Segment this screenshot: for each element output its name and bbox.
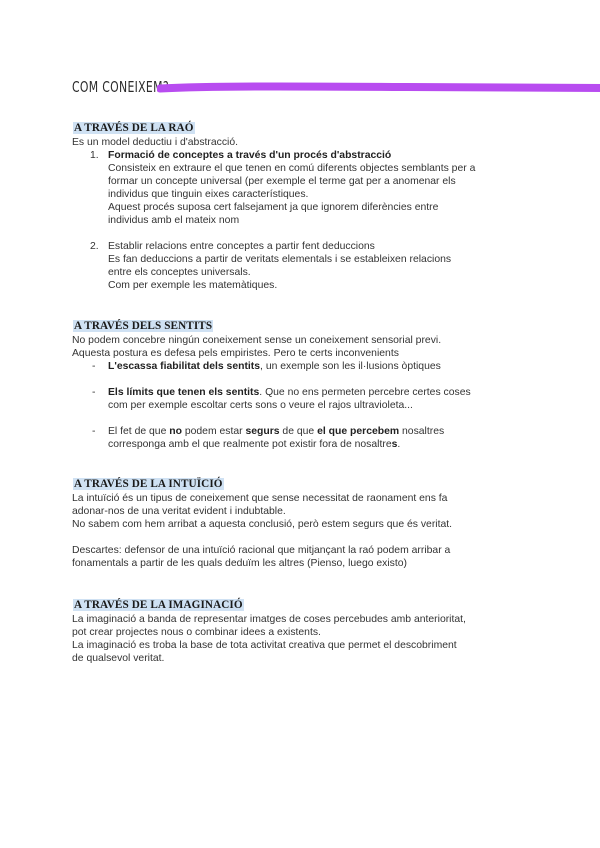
title-row (72, 76, 532, 104)
imaginacio-line: La imaginació a banda de representar imatges de coses percebudes amb anterioritat, (72, 614, 466, 625)
rao-intro: Es un model deductiu i d'abstracció. (72, 137, 239, 148)
rao-item1-line: formar un concepte universal (per exemple el terme gat per a anomenar els (108, 176, 456, 187)
intuicio-descartes: Descartes: defensor de una intuïció racional que mitjançant la raó podem arribar a (72, 545, 451, 556)
rao-item1-line: individus amb el mateix nom (108, 215, 240, 226)
rao-item2-line: Es fan deduccions a partir de veritats elementals i se estableixen relacions (108, 254, 452, 265)
sentits-intro: No podem concebre ningún coneixement sense un coneixement sensorial previ. (72, 335, 442, 346)
bullet-dash: - (92, 387, 96, 398)
rao-item1-line: Consisteix en extraure el que tenen en comú diferents objectes semblants per a (108, 163, 476, 174)
rao-item1-number: 1. (90, 150, 99, 161)
imaginacio-line: La imaginació es troba la base de tota activitat creativa que permet el descobriment (72, 640, 457, 651)
rao-item2-line: entre els conceptes universals. (108, 267, 251, 278)
intuicio-line: adonar-nos de una veritat evident i indubtable. (72, 506, 286, 517)
heading-intuicio: A TRAVÉS DE LA INTUÏCIÓ (74, 478, 223, 490)
heading-imaginacio: A TRAVÉS DE LA IMAGINACIÓ (74, 599, 243, 611)
imaginacio-line: de qualsevol veritat. (72, 653, 165, 664)
sentits-bullet3: El fet de que no podem estar segurs de que el que percebem nosaltres (108, 426, 445, 437)
rao-item1-line: individus que tinguin eixes característiques. (108, 189, 309, 200)
sentits-bullet2: Els límits que tenen els sentits. Que no ens permeten percebre certes coses (108, 387, 471, 398)
intuicio-line: La intuïció és un tipus de coneixement que sense necessitat de raonament ens fa (72, 493, 448, 504)
heading-sentits: A TRAVÉS DELS SENTITS (74, 320, 213, 332)
imaginacio-line: pot crear projectes nous o combinar idees a existents. (72, 627, 321, 638)
sentits-bullet2-line2: com per exemple escoltar certs sons o veure el rajos ultravioleta... (108, 400, 413, 411)
rao-item2-title: Establir relacions entre conceptes a partir fent deduccions (108, 241, 375, 252)
heading-rao: A TRAVÉS DE LA RAÓ (74, 122, 194, 134)
sentits-intro: Aquesta postura es defesa pels empiristes. Pero te certs inconvenients (72, 348, 399, 359)
bullet-dash: - (92, 361, 96, 372)
intuicio-line: No sabem com hem arribat a aquesta conclusió, però estem segurs que és veritat. (72, 519, 453, 530)
rao-item1-line: Aquest procés suposa cert falsejament ja que ignorem diferències entre (108, 202, 439, 213)
bullet-dash: - (92, 426, 96, 437)
sentits-bullet3-line2: corresponga amb el que realmente pot existir fora de nosaltres. (108, 439, 401, 450)
rao-item1-title: Formació de conceptes a través d'un procés d'abstracció (108, 150, 392, 161)
rao-item2-number: 2. (90, 241, 99, 252)
intuicio-descartes: fonamentals a partir de les quals deduïm les altres (Pienso, luego existo) (72, 558, 407, 569)
sentits-bullet1: L'escassa fiabilitat dels sentits, un exemple son les il·lusions òptiques (108, 361, 441, 372)
rao-item2-line: Com per exemple les matemàtiques. (108, 280, 278, 291)
highlighter-stroke (157, 82, 600, 94)
page-title: COM CONEIXEM? (72, 78, 169, 96)
